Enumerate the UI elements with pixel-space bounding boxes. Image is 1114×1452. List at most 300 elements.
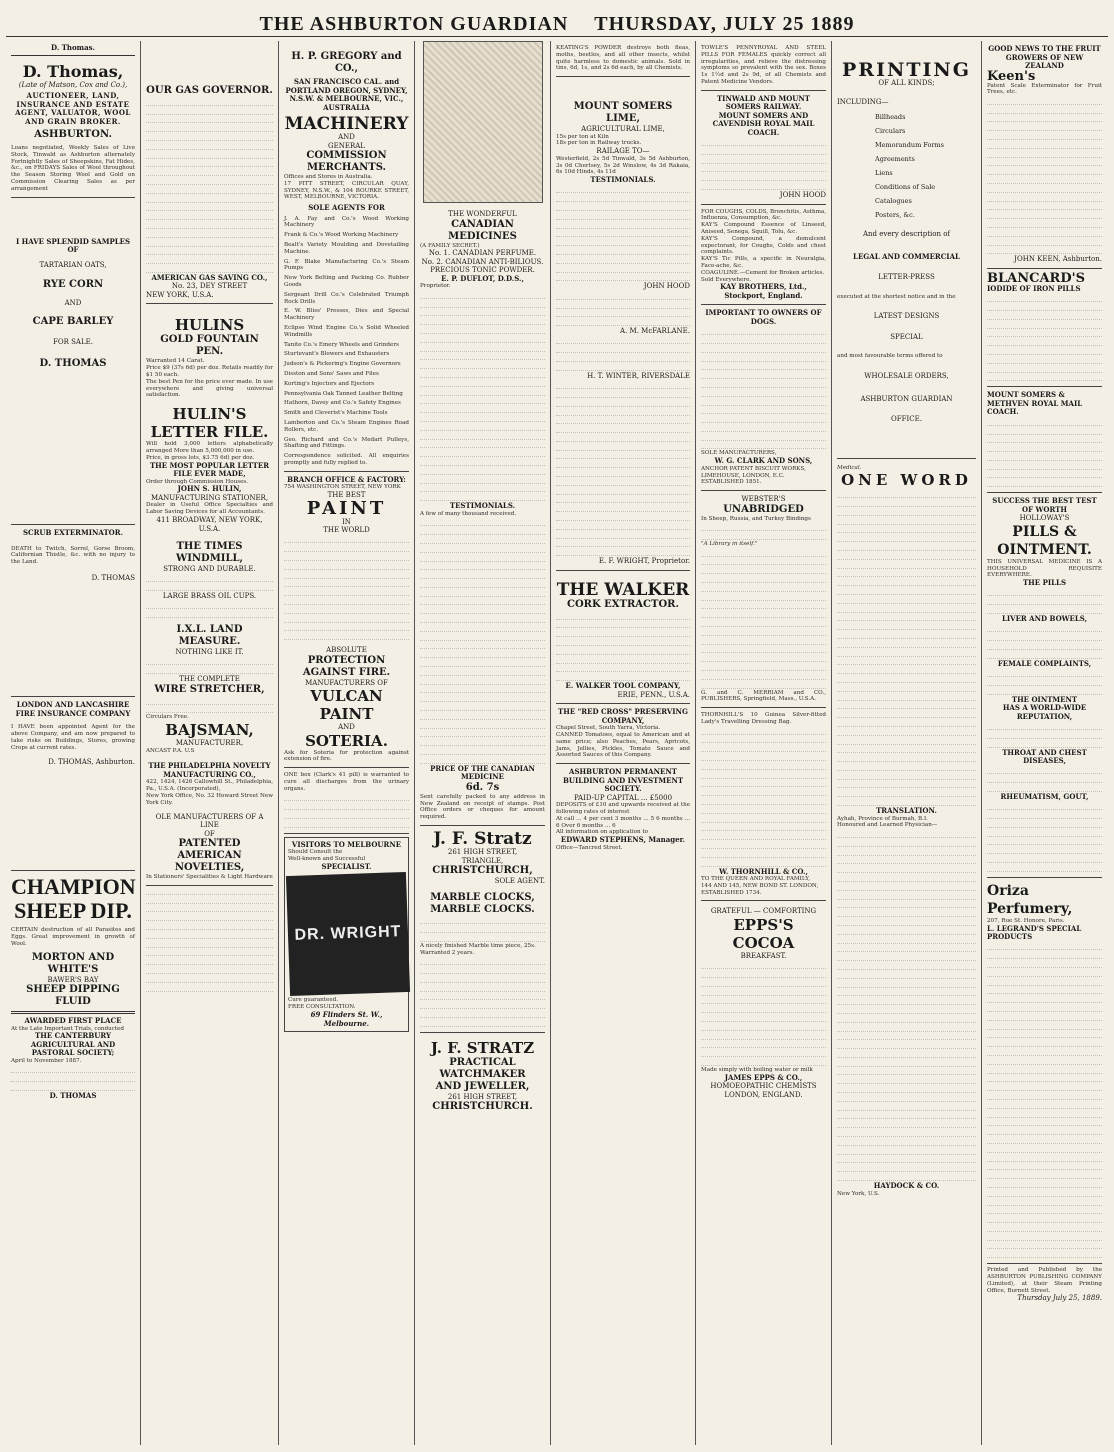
dip-foot: D. THOMAS xyxy=(49,1091,97,1101)
ointment: THE OINTMENT xyxy=(1011,694,1078,704)
gas-company: AMERICAN GAS SAVING CO., xyxy=(151,272,268,282)
translation: TRANSLATION. xyxy=(876,806,937,816)
homeo: HOMOEOPATHIC CHEMISTS xyxy=(710,1082,817,1091)
christchurch-2: CHRISTCHURCH. xyxy=(432,1101,533,1113)
oriza: Oriza Perfumery, xyxy=(987,882,1073,917)
price-title: PRICE OF THE CANADIAN MEDICINE xyxy=(430,763,535,782)
insurance-ad xyxy=(11,697,135,871)
sole-agents: SOLE AGENTS FOR xyxy=(308,203,385,213)
correspondence: Correspondence solicited. All enquiries promptly and fully replied to. xyxy=(284,453,409,466)
dip-date: April to November 1887. xyxy=(11,1057,82,1064)
columns xyxy=(6,41,1108,1445)
oriza-ad xyxy=(987,878,1102,1264)
agency-list xyxy=(284,216,409,451)
printing-item: Catalogues xyxy=(875,197,912,205)
thomas-town: ASHBURTON. xyxy=(34,129,112,140)
commission: COMMISSION MERCHANTS. xyxy=(306,150,387,173)
haydock: HAYDOCK & CO. xyxy=(873,1181,940,1191)
printing-item: Circulars xyxy=(875,127,906,135)
kay-3: KAY'S Compound, a demulcent expectorant, for Coughs, Colds and chest complaints. xyxy=(701,235,826,256)
seed-barley: CAPE BARLEY xyxy=(32,315,114,327)
pill-ad xyxy=(284,768,409,834)
imprint xyxy=(987,1264,1102,1303)
agency-item: Tanite Co.'s Emery Wheels and Grinders xyxy=(284,341,399,348)
reputation: HAS A WORLD-WIDE REPUTATION, xyxy=(1002,703,1087,721)
seed-ad xyxy=(11,198,135,526)
building: ASHBURTON PERMANENT BUILDING AND INVESTMENT SOCIETY. xyxy=(562,767,684,794)
buckets: LARGE BRASS OIL CUPS. xyxy=(162,592,257,601)
bond: 144 AND 145, NEW BOND ST. LONDON, xyxy=(701,882,819,889)
printing-item: Liens xyxy=(875,169,893,177)
agent: SOLE AGENT. xyxy=(494,877,545,886)
footer-date: Thursday July 25, 1889. xyxy=(1017,1294,1102,1303)
kay-ad xyxy=(701,205,826,306)
railage-list: Westerfield, 2s 5d Tinwald, 3s 5d Ashburton, 3s 0d Chertsey, 5s 2d Winslow, 4s 3d Rakaia, 6s 10d Hinds, 4s 11d xyxy=(556,155,690,176)
seed-and: AND xyxy=(64,299,82,308)
agency-item: Eclipse Wind Engine Co.'s Solid Wheeled Windmills xyxy=(284,325,409,338)
strong: STRONG AND DURABLE. xyxy=(163,565,256,573)
and2: AND xyxy=(338,723,355,732)
printing-item: Agreements xyxy=(875,155,915,163)
agency-item: J. A. Fay and Co.'s Wood Working Machinery xyxy=(284,215,409,229)
trucks: 18s per ton in Railway trucks. xyxy=(556,140,642,147)
medicine-engraving xyxy=(423,41,543,203)
agency-item: Frank & Co.'s Wood Working Machinery xyxy=(284,232,399,239)
good-news: GOOD NEWS TO THE FRUIT GROWERS OF NEW ZEALAND xyxy=(988,44,1101,70)
agency-item: Hathorn, Davey and Co.'s Safety Engines xyxy=(284,400,401,407)
protection: PROTECTION AGAINST FIRE. xyxy=(302,654,391,678)
canned: CANNED Tomatoes, equal to American and at same price; also Peaches, Pears, Apricots, Jams, Jellies, Pickles, Tomato Sauce and Assorted Sauces of this Company. xyxy=(556,731,690,759)
coach-hood: JOHN HOOD xyxy=(779,191,826,200)
red-cross: THE "RED CROSS" PRESERVING COMPANY, xyxy=(558,707,688,725)
hood: JOHN HOOD xyxy=(643,282,690,291)
holloway: HOLLOWAY'S xyxy=(1019,514,1070,523)
specialist: SPECIALIST. xyxy=(321,861,372,871)
the-pills: THE PILLS xyxy=(1022,578,1067,588)
column-2 xyxy=(141,41,279,1445)
agri-lime: AGRICULTURAL LIME, xyxy=(581,125,665,134)
scrub-sign: D. THOMAS xyxy=(91,573,135,582)
watchmaker-ad xyxy=(420,1033,545,1114)
hulins-title: HULINS xyxy=(174,316,245,335)
ixl: I.X.L. LAND MEASURE. xyxy=(176,624,243,648)
agency-item: G. F. Blake Manufacturing Co.'s Steam Pumps xyxy=(284,258,409,272)
agency-item: Bealt's Variety Moulding and Dovetailing Machine. xyxy=(284,242,409,255)
railage: RAILAGE TO— xyxy=(596,147,650,156)
epps: EPPS'S COCOA xyxy=(732,915,795,952)
methven-coach-ad xyxy=(987,387,1102,493)
soteria: SOTERIA. xyxy=(305,731,388,750)
mcfarlane: A. M. McFARLANE. xyxy=(620,327,690,336)
paint-ad xyxy=(284,472,409,768)
thornhill-ad xyxy=(701,708,826,901)
canadian-ad xyxy=(420,206,545,826)
column-6 xyxy=(696,41,832,1445)
medical: Medical. xyxy=(837,464,862,471)
insurance-body: I HAVE been appointed Agent for the above Company, and am now prepared to take risks on Buildings, Stores, growing Crops at current rates. xyxy=(11,724,135,751)
seed-intro: I HAVE SPLENDID SAMPLES OF xyxy=(15,236,131,255)
nothing-like: NOTHING LIKE IT. xyxy=(175,648,244,657)
proprietor: Proprietor. xyxy=(420,283,451,290)
office: Office—Tancred Street. xyxy=(556,844,623,851)
thornhill-ad-text: THORNHILL'S 10 Guinea Silver-fitted Lady's Travelling Dressing Bag. xyxy=(701,712,826,725)
mount-somers-lime: MOUNT SOMERS LIME, xyxy=(573,101,673,125)
keen-sign: JOHN KEEN, Ashburton. xyxy=(1014,255,1102,264)
every: And every description of xyxy=(862,230,951,238)
keen: Keen's xyxy=(987,68,1036,84)
webster-ad xyxy=(701,491,826,708)
agency-item: Smith and Cleverist's Machine Tools xyxy=(284,410,388,417)
hulins-pen-ad xyxy=(146,304,273,886)
important: IMPORTANT TO OWNERS OF DOGS. xyxy=(705,308,822,326)
favourable: and most favourable terms offered to xyxy=(837,353,943,360)
novelty-addr: 422, 1424, 1426 Callowhill St., Philadelphia, Pa., U.S.A. (Incorporated), xyxy=(146,779,273,793)
oriza-addr: 207, Rue St. Honore, Paris. xyxy=(987,917,1065,924)
dip-society: THE CANTERBURY AGRICULTURAL AND PASTORAL SOCIETY; xyxy=(30,1031,116,1058)
erie: ERIE, PENN., U.S.A. xyxy=(617,690,690,699)
websters: WEBSTER'S xyxy=(741,495,786,504)
blancard-ad xyxy=(987,269,1102,387)
holloway-ad xyxy=(987,493,1102,878)
free: FREE CONSULTATION. xyxy=(288,1004,356,1011)
address: 17 PITT STREET, CIRCULAR QUAY, SYDNEY, N.S.W., & 104 BOURKE STREET, WEST, MELBOURNE, VICTORIA. xyxy=(284,180,409,201)
lime-price: 15s per ton at Kiln xyxy=(556,133,609,140)
absolute: ABSOLUTE xyxy=(326,646,367,655)
wonderful: THE WONDERFUL xyxy=(448,210,517,218)
walker-co: E. WALKER TOOL COMPANY, xyxy=(565,681,681,691)
scrub-body: DEATH to Twitch, Sorrel, Gorse Broom, Californian Thistle, &c. with no injury to the Land. xyxy=(11,545,135,566)
agency-item: Sergeant Drill Co.'s Celebrated Triumph Rock Drills xyxy=(284,291,409,305)
thomas-body: Loans negotiated, Weekly Sales of Live Stock, Tinwald as Ashburton alternately Fortnightly Sales of Sheepskins, Fat Hides, &c., on FRIDAYS Sales of Wool throughout the Season Storing Wool and Gold on Commission Clearing Sales as per arrangement xyxy=(11,145,135,192)
towle-ad xyxy=(701,41,826,91)
kay-2: KAY'S Compound Essence of Linseed, Aniseed, Senega, Squill, Tolu, &c. xyxy=(701,222,826,235)
london: LONDON, ENGLAND. xyxy=(724,1090,803,1099)
sole-manuf: OLE MANUFACTURERS OF A LINE xyxy=(155,812,264,830)
printing-item: Posters, &c. xyxy=(875,211,915,219)
dip-trials: At the Late Important Trials, conducted xyxy=(11,1025,124,1032)
printing-ad xyxy=(837,41,976,459)
printing-item: Memorandum Forms xyxy=(875,141,944,149)
and: AND xyxy=(338,133,355,141)
patented: PATENTED AMERICAN xyxy=(177,838,242,862)
complete: THE COMPLETE xyxy=(179,675,240,684)
stratz-addr: 261 HIGH STREET, xyxy=(447,848,518,857)
precious: PRECIOUS TONIC POWDER. xyxy=(430,266,535,275)
testimonials: TESTIMONIALS. xyxy=(449,501,516,511)
legal: LEGAL AND COMMERCIAL xyxy=(853,251,960,261)
epps-co: JAMES EPPS & CO., xyxy=(724,1072,803,1082)
printing-list xyxy=(837,110,976,222)
all-kinds: OF ALL KINDS; xyxy=(878,79,935,87)
grateful: GRATEFUL — COMFORTING xyxy=(710,907,817,916)
stratz-name: J. F. Stratz xyxy=(433,829,532,850)
dip-makers: MORTON AND WHITE'S xyxy=(31,951,115,975)
building-society-ad xyxy=(556,768,690,851)
of: OF xyxy=(204,829,215,838)
keating-ad xyxy=(556,41,690,77)
popular: THE MOST POPULAR LETTER FILE EVER MADE, xyxy=(149,460,270,479)
dip-brand: BAWER'S BAY xyxy=(47,975,99,984)
manufacturers-of: MANUFACTURERS OF xyxy=(305,678,388,687)
limehouse: LIMEHOUSE, LONDON, E.C. xyxy=(701,472,785,479)
towle: TOWLE'S PENNYROYAL AND STEEL PILLS FOR FEMALES quickly correct all irregularities, and relieve the distressing symptoms so prevalent with the sex. Boxes 1s 1½d and 2s 9d, of all Chemists and Patent Medicine Vendors. xyxy=(701,45,826,85)
deposits: DEPOSITS of £10 and upwards received at the following rates of interest xyxy=(556,802,690,815)
keen-sub: Patent Scale Exterminator for Fruit Trees, etc. xyxy=(987,82,1102,96)
christchurch: CHRISTCHURCH, xyxy=(432,865,533,877)
circulars: Circulars Free. xyxy=(146,714,189,721)
machinery: MACHINERY xyxy=(284,114,409,134)
thomas-late: (Late of Matson, Cox and Co.), xyxy=(18,80,128,89)
dogs-ad xyxy=(701,305,826,491)
gas-governor-ad xyxy=(146,41,273,304)
dealer: Dealer in Useful Office Specialties and Labor Saving Devices for all Accountants. xyxy=(146,502,273,516)
gas-title: OUR GAS GOVERNOR. xyxy=(146,85,273,96)
warranted: Warranted 2 years. xyxy=(420,949,475,956)
marble-clocks-1: MARBLE CLOCKS, xyxy=(430,891,535,903)
gas-address: No. 23, DEY STREET xyxy=(171,282,248,291)
scrub-title: SCRUB EXTERMINATOR. xyxy=(22,528,124,538)
hulin-address: 411 BROADWAY, NEW YORK, U.S.A. xyxy=(156,516,263,533)
sent: Sent carefully packed to any address in New Zealand on receipt of stamps. Post Office orders or cheques for amount required. xyxy=(420,793,545,821)
cure: Cure guaranteed. xyxy=(288,997,339,1004)
breakfast: BREAKFAST. xyxy=(740,951,787,960)
printing: PRINTING xyxy=(842,59,971,81)
in: IN xyxy=(342,517,351,526)
special: SPECIAL xyxy=(890,332,923,341)
all-info: All information on application to xyxy=(556,829,649,836)
lime-ad xyxy=(556,77,690,571)
including: INCLUDING— xyxy=(837,97,889,106)
insurance-title: LONDON AND LANCASHIRE FIRE INSURANCE COMPANY xyxy=(15,700,131,718)
john-hulin: JOHN S. HULIN, xyxy=(177,484,242,494)
sheep-dip-ad xyxy=(11,871,135,1100)
gregory-ad xyxy=(284,41,409,472)
methven: MOUNT SOMERS & METHVEN ROYAL MAIL COACH. xyxy=(987,390,1083,417)
hulins-pen: GOLD FOUNTAIN PEN. xyxy=(160,334,259,358)
coach-ad xyxy=(701,91,826,205)
rates: At call ... 4 per cent 3 months ... 5 6 months ... 6 Over 6 months ... 6 xyxy=(556,815,690,829)
iodide: IODIDE OF IRON PILLS xyxy=(987,283,1081,293)
printing-item: Billheads xyxy=(875,113,906,121)
pills-ointment: PILLS & OINTMENT. xyxy=(997,523,1092,558)
cork: CORK EXTRACTOR. xyxy=(567,598,679,610)
liver: LIVER AND BOWELS, xyxy=(1001,614,1088,624)
latest: LATEST DESIGNS xyxy=(873,312,940,321)
one-box: ONE box (Clark's 41 pill) is warranted to cure all discharges from the urinary organs. xyxy=(284,772,409,792)
red-cross-ad xyxy=(556,704,690,764)
dip-body: CERTAIN destruction of all Parasites and Eggs. Great improvement in growth of Wool. xyxy=(11,927,135,947)
stratz-ad xyxy=(420,826,545,1033)
tinwald: TINWALD AND MOUNT SOMERS RAILWAY. xyxy=(716,93,811,112)
no1: No. 1. CANADIAN PERFUME. xyxy=(428,249,537,258)
letter-file: LETTER FILE. xyxy=(150,423,269,442)
visitors: VISITORS TO MELBOURNE xyxy=(291,839,402,849)
lime-testimonials: TESTIMONIALS. xyxy=(590,175,656,185)
epps-ad xyxy=(701,907,826,1099)
column-7 xyxy=(832,41,982,1445)
seed-rye: RYE CORN xyxy=(42,279,104,291)
column-8 xyxy=(982,41,1107,1445)
royal: TO THE QUEEN AND ROYAL FAMILY, xyxy=(701,876,810,883)
dip-sheep: SHEEP DIP. xyxy=(14,898,132,924)
wright: E. F. WRIGHT, Proprietor. xyxy=(598,557,690,566)
dip-fluid: SHEEP DIPPING FLUID xyxy=(26,984,120,1008)
agency-item: E. W. Bliss' Presses, Dies and Special Machinery xyxy=(284,308,409,322)
agency-item: New York Belting and Packing Co. Rubber Goods xyxy=(284,275,409,289)
bajs-place: ANCAST P.A. U.S xyxy=(146,747,195,754)
world: THE WORLD xyxy=(323,526,370,535)
cavendish: MOUNT SOMERS AND CAVENDISH ROYAL MAIL COACH. xyxy=(712,110,815,137)
keen-ad xyxy=(987,41,1102,269)
one-word: ONE WORD xyxy=(841,471,972,490)
high-street: 261 HIGH STREET, xyxy=(447,1092,518,1101)
keating: KEATING'S POWDER destroys both fleas, moths, beetles, and all other insects, whilst quite harmless to domestic animals. Sold in tins, 6d, 1s, and 2s 6d each, by all Chemists. xyxy=(556,45,690,72)
novelties: NOVELTIES, xyxy=(174,862,245,874)
duflot: E. P. DUFLOT, D.D.S., xyxy=(441,273,524,283)
wire: WIRE STRETCHER, xyxy=(154,683,265,695)
general: GENERAL xyxy=(328,141,365,150)
stratz-name-2: J. F. STRATZ xyxy=(430,1038,535,1057)
female: FEMALE COMPLAINTS, xyxy=(997,658,1092,668)
agency-item: Lamberton and Co.'s Steam Engines Road Rollers, etc. xyxy=(284,420,409,433)
speciality: In Stationers' Specialities & Light Hardware xyxy=(146,874,273,881)
unabridged: UNABRIDGED xyxy=(723,503,804,515)
established: ESTABLISHED 1851. xyxy=(701,479,762,486)
canadian: CANADIAN MEDICINES xyxy=(448,218,517,242)
order: Order through Commission Houses. xyxy=(146,478,249,485)
agency-item: Korting's Injectors and Ejectors xyxy=(284,380,375,387)
manuf-stationer: MANUFACTURING STATIONER, xyxy=(150,493,269,502)
honoured: Honoured and Learned Physician— xyxy=(837,822,938,829)
throat: THROAT AND CHEST DISEASES, xyxy=(1002,747,1087,766)
vulcan: VULCAN PAINT xyxy=(310,687,383,724)
printed: Printed and Published by the ASHBURTON PUBLISHING COMPANY (Limited), at their Steam Printing Office, Burnett Street. xyxy=(987,1267,1102,1294)
gregory-cities: SAN FRANCISCO CAL. and PORTLAND OREGON, SYDNEY, N.S.W. & MELBOURNE, VIC., AUSTRALIA xyxy=(285,77,408,112)
seed-sign: D. THOMAS xyxy=(39,358,107,370)
masthead-paper-name: THE ASHBURTON GUARDIAN xyxy=(259,13,569,35)
executed: executed at the shortest notice and in the xyxy=(837,293,956,300)
asbestos: Ask for Soteria for protection against extension of fire. xyxy=(284,749,409,763)
winter: H. T. WINTER, RIVERSDALE xyxy=(587,371,690,380)
coaguline: COAGULINE.—Cement for Broken articles. xyxy=(701,269,825,276)
branch: BRANCH OFFICE & FACTORY: xyxy=(287,474,406,484)
legrand: L. LEGRAND'S SPECIAL PRODUCTS xyxy=(987,923,1082,942)
blancard: BLANCARD'S xyxy=(987,270,1085,286)
bajsman: BAJSMAN, xyxy=(165,721,254,740)
family: (A FAMILY SECRET.) xyxy=(420,242,480,249)
merriam: G. and C. MERRIAM and CO., PUBLISHERS, Springfield, Mass., U.S.A. xyxy=(701,689,826,703)
ayhah: Ayhah, Province of Burmah, B.I. xyxy=(837,815,928,822)
kay-4: KAY'S Tic Pills, a specific in Neuralgia, Face-ache, &c. xyxy=(701,256,826,269)
column-3 xyxy=(279,41,415,1445)
chapel: Chapel Street, South Yarra, Victoria. xyxy=(556,725,661,732)
dip-champion: CHAMPION xyxy=(11,874,136,900)
library: "A Library in itself." xyxy=(701,541,758,548)
guardian-office: ASHBURTON GUARDIAN xyxy=(860,394,953,403)
stephens: EDWARD STEPHENS, Manager. xyxy=(560,835,686,845)
hulins-letter-title: HULIN'S xyxy=(172,405,247,424)
column-header: D. Thomas. xyxy=(11,44,135,56)
jeweller: AND JEWELLER, xyxy=(435,1080,530,1092)
agency-item: Geo. Richard and Co.'s Medart Pulleys, Shafting and Fittings. xyxy=(284,436,409,450)
printing-item: Conditions of Sale xyxy=(875,183,936,191)
dip-award: AWARDED FIRST PLACE xyxy=(24,1016,122,1026)
office: OFFICE. xyxy=(891,415,922,424)
est: ESTABLISHED 1734. xyxy=(701,889,762,896)
best: THE BEST xyxy=(327,491,366,500)
marble-price: A nicely finished Marble time piece, 25s. xyxy=(420,942,536,949)
universal: THIS UNIVERSAL MEDICINE IS A HOUSEHOLD REQUISITE EVERYWHERE. xyxy=(987,558,1102,579)
paidup: PAID-UP CAPITAL ... £5000 xyxy=(573,793,673,802)
letter-price: Price, in gross lots, $3.75 6d) per doz. xyxy=(146,454,255,461)
paint: PAINT xyxy=(306,497,387,519)
flinders: 69 Flinders St. W., Melbourne. xyxy=(310,1010,383,1028)
letter-body: Will hold 3,000 letters alphabetically arranged More than 5,000,000 in use. xyxy=(146,441,273,455)
watchmaker: PRACTICAL WATCHMAKER xyxy=(439,1056,526,1080)
thornhill: W. THORNHILL & CO., xyxy=(719,866,808,876)
success: SUCCESS THE BEST TEST OF WORTH xyxy=(992,496,1097,514)
agency-item: Sturtevant's Blowers and Exhausters xyxy=(284,351,390,358)
no2: No. 2. CANADIAN ANTI-BILIOUS. xyxy=(421,257,544,266)
walker: THE WALKER xyxy=(556,579,690,600)
walker-ad xyxy=(556,571,690,704)
branch-addr: 754 WASHINGTON STREET, NEW YORK xyxy=(284,484,401,491)
column-5 xyxy=(551,41,696,1445)
agency-item: Judson's & Pickering's Engine Governors xyxy=(284,361,401,368)
dr-wright-ad xyxy=(284,837,409,1032)
novelty-ny: New York Office, No. 32 Howard Street New York City. xyxy=(146,793,273,806)
agency-item: Disston and Sons' Saws and Files xyxy=(284,371,379,378)
hulins-carat: Warranted 14 Carat. xyxy=(146,358,205,365)
thomas-roles: AUCTIONEER, LAND, INSURANCE AND ESTATE AGENT, VALUATOR, WOOL AND GRAIN BROKER. xyxy=(15,91,131,126)
haydock-addr: New York, U.S. xyxy=(837,1190,880,1197)
triangle: TRIANGLE, xyxy=(461,856,504,865)
novelty: THE PHILADELPHIA NOVELTY xyxy=(148,761,271,771)
made: Made simply with boiling water or milk xyxy=(701,1067,813,1073)
rheumatism: RHEUMATISM, GOUT, xyxy=(1000,791,1089,801)
insurance-sign: D. THOMAS, Ashburton. xyxy=(48,757,135,766)
column-1 xyxy=(6,41,141,1445)
bindings: In Sheep, Russia, and Turkey Bindings xyxy=(701,515,811,522)
letterpress: LETTER-PRESS xyxy=(878,273,935,281)
novelty-co: MANUFACTURING CO., xyxy=(163,769,256,779)
offices: Offices and Stores in Australia. xyxy=(284,174,373,180)
clark: W. G. CLARK AND SONS, xyxy=(714,456,813,466)
few: A few of many thousand received. xyxy=(420,510,517,517)
bajs-manuf: MANUFACTURER, xyxy=(175,739,244,748)
sole: SOLE MANUFACTURERS, xyxy=(701,450,777,457)
hulins-price: Price $9 (37s 6d) per doz. Retails readily for $1 50 each. xyxy=(146,365,273,379)
seed-oats: TARTARIAN OATS, xyxy=(39,260,107,269)
kay-bros: KAY BROTHERS, Ltd., Stockport, England. xyxy=(720,282,807,300)
agency-item: Pennsylvania Oak Tanned Leather Belting xyxy=(284,390,403,397)
sold: Sold Everywhere. xyxy=(701,276,752,283)
hulins-best: The best Pen for the price ever made. In use everywhere and giving universal satisfaction. xyxy=(146,378,273,399)
masthead xyxy=(6,6,1108,37)
kay-1: FOR COUGHS, COLDS, Bronchitis, Asthma, Influenza, Consumption, &c. xyxy=(701,208,826,222)
wright-banner: DR. WRIGHT xyxy=(286,872,410,996)
windmill: THE TIMES WINDMILL, xyxy=(175,541,243,564)
should: Should Consult the xyxy=(288,849,343,856)
anchor: ANCHOR PATENT BISCUIT WORKS, xyxy=(701,465,806,472)
gregory-name: H. P. GREGORY and CO., xyxy=(291,51,402,74)
seed-for-sale: FOR SALE. xyxy=(53,337,93,346)
well-known: Well-known and Successful xyxy=(288,856,366,863)
marble-clocks-2: MARBLE CLOCKS. xyxy=(430,903,535,915)
holloway-testimony xyxy=(837,465,976,1198)
thomas-ad xyxy=(11,59,135,198)
thomas-name: D. Thomas, xyxy=(22,61,124,81)
